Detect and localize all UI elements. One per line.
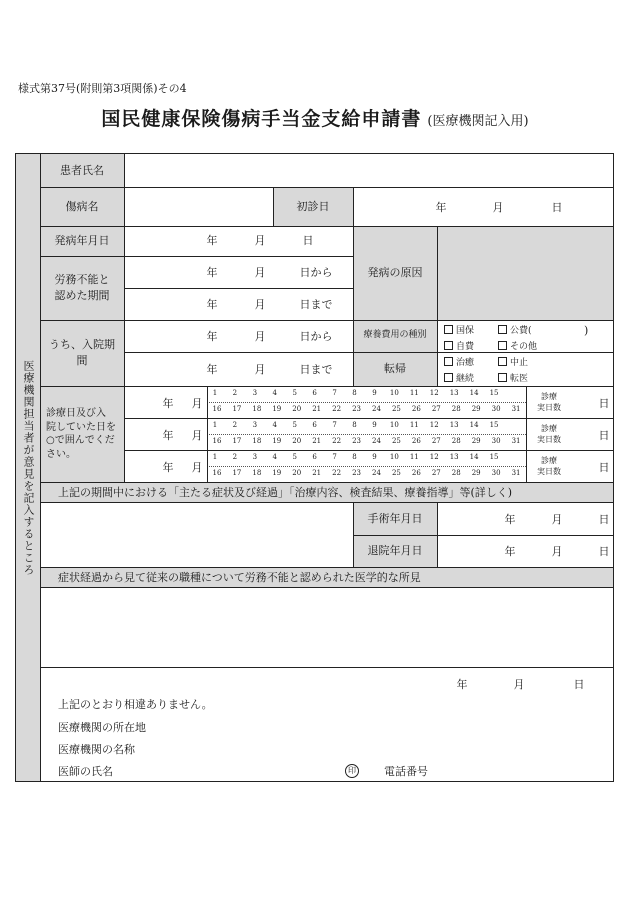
- calendar-year-3: 年: [162, 461, 174, 474]
- label-surgery-date: 手術年月日: [353, 502, 437, 535]
- calendar-day-21[interactable]: 21: [312, 405, 322, 413]
- calendar-day-13[interactable]: 13: [449, 453, 459, 461]
- first-visit-year: 年: [435, 201, 447, 214]
- calendar-day-26[interactable]: 26: [411, 437, 421, 445]
- calendar-day-19[interactable]: 19: [272, 437, 282, 445]
- calendar-day-24[interactable]: 24: [372, 437, 381, 445]
- calendar-day-6[interactable]: 6: [312, 389, 317, 397]
- label-onset-date: 発病年月日: [40, 226, 124, 256]
- calendar-day-9[interactable]: 9: [372, 453, 377, 461]
- option-continued-label: 継続: [456, 374, 475, 384]
- calendar-day-31[interactable]: 31: [511, 469, 521, 477]
- section2-heading: 症状経過から見て従来の職種について労務不能と認められた医学的な所見: [58, 571, 421, 584]
- form-title: [0, 104, 630, 131]
- incapacity-to-year: 年: [206, 298, 218, 311]
- calendar-day-22[interactable]: 22: [332, 469, 342, 477]
- calendar-day-18[interactable]: 18: [252, 405, 262, 413]
- calendar-day-22[interactable]: 22: [332, 437, 342, 445]
- calendar-day-27[interactable]: 27: [431, 405, 441, 413]
- option-public-box[interactable]: [498, 325, 507, 334]
- calendar-day-21[interactable]: 21: [312, 469, 322, 477]
- sidebar-label: 医療機関担当者が意見を記入するところ: [16, 154, 40, 781]
- seal-mark: 印: [345, 764, 359, 778]
- surgery-month: 月: [551, 513, 563, 526]
- phone-label: 電話番号: [384, 765, 428, 778]
- calendar-day-28[interactable]: 28: [451, 469, 461, 477]
- surgery-day: 日: [598, 513, 610, 526]
- calendar-day-6[interactable]: 6: [312, 453, 317, 461]
- calendar-day-7[interactable]: 7: [332, 421, 337, 429]
- calendar-day-15[interactable]: 15: [489, 389, 499, 397]
- calendar-day-12[interactable]: 12: [429, 453, 439, 461]
- discharge-year: 年: [504, 545, 516, 558]
- label-onset-cause: 発病の原因: [353, 226, 437, 320]
- first-visit-month: 月: [492, 201, 504, 214]
- label-patient-name: 患者氏名: [40, 154, 124, 187]
- onset-year: 年: [206, 234, 218, 247]
- option-cured[interactable]: [444, 357, 474, 368]
- section1-heading: 上記の期間中における「主たる症状及び経過」「治療内容、検査結果、療養指導」等(詳しく): [58, 486, 513, 499]
- calendar-day-27[interactable]: 27: [431, 437, 441, 445]
- calendar-day-5[interactable]: 5: [292, 389, 297, 397]
- option-national[interactable]: [444, 325, 474, 336]
- calendar-day-5[interactable]: 5: [292, 453, 297, 461]
- calendar-day-31[interactable]: 31: [511, 405, 521, 413]
- calendar-month-1: 月: [191, 397, 203, 410]
- calendar-day-17[interactable]: 17: [232, 437, 242, 445]
- calendar-day-24[interactable]: 24: [372, 469, 381, 477]
- calendar-day-29[interactable]: 29: [471, 469, 481, 477]
- calendar-day-17[interactable]: 17: [232, 405, 242, 413]
- calendar-day-10[interactable]: 10: [389, 453, 399, 461]
- incapacity-to-month: 月: [254, 298, 266, 311]
- hospital-to-month: 月: [254, 363, 266, 376]
- sign-day: 日: [573, 678, 585, 691]
- calendar-day-3[interactable]: 3: [252, 453, 258, 461]
- calendar-day-6[interactable]: 6: [312, 421, 317, 429]
- calendar-day-30[interactable]: 30: [491, 405, 501, 413]
- calendar-day-5[interactable]: 5: [292, 421, 297, 429]
- calendar-year-2: 年: [162, 429, 174, 442]
- calendar-day-25[interactable]: 25: [391, 437, 401, 445]
- treatment-days-unit-1: 日: [598, 397, 610, 410]
- calendar-day-23[interactable]: 23: [352, 437, 361, 445]
- hospital-from-year: 年: [206, 330, 218, 343]
- certification-text: 上記のとおり相違ありません。: [58, 698, 213, 711]
- calendar-year-1: 年: [162, 397, 174, 410]
- calendar-day-11[interactable]: 11: [409, 453, 419, 461]
- option-cured-label: 治癒: [456, 358, 475, 368]
- label-incapacity-period: 労務不能と 認めた期間: [40, 256, 124, 320]
- calendar-day-30[interactable]: 30: [491, 437, 501, 445]
- option-public-label: 公費(: [510, 326, 532, 336]
- calendar-day-8[interactable]: 8: [352, 389, 357, 397]
- calendar-day-12[interactable]: 12: [429, 389, 439, 397]
- calendar-day-28[interactable]: 28: [451, 405, 461, 413]
- calendar-day-28[interactable]: 28: [451, 437, 461, 445]
- calendar-day-1[interactable]: 1: [212, 389, 218, 397]
- option-national-box[interactable]: [444, 325, 453, 334]
- option-other[interactable]: [498, 341, 537, 352]
- sign-month: 月: [513, 678, 525, 691]
- calendar-day-31[interactable]: 31: [511, 437, 521, 445]
- doctor-name-label: 医師の氏名: [58, 765, 113, 778]
- calendar-day-9[interactable]: 9: [372, 389, 377, 397]
- calendar-day-8[interactable]: 8: [352, 421, 357, 429]
- label-first-visit: 初診日: [273, 187, 353, 226]
- treatment-days-label-1: 診療 実日数: [537, 392, 561, 412]
- discharge-day: 日: [598, 545, 610, 558]
- calendar-day-16[interactable]: 16: [212, 437, 222, 445]
- incapacity-from-year: 年: [206, 266, 218, 279]
- calendar-day-2[interactable]: 2: [232, 389, 238, 397]
- form-number: 様式第37号(附則第3項関係)その4: [18, 82, 187, 95]
- calendar-day-30[interactable]: 30: [491, 469, 501, 477]
- form-title-main: 国民健康保険傷病手当金支給申請書: [101, 108, 422, 130]
- calendar-day-1[interactable]: 1: [212, 453, 218, 461]
- calendar-day-2[interactable]: 2: [232, 453, 238, 461]
- clinic-address-label: 医療機関の所在地: [58, 721, 146, 734]
- clinic-name-label: 医療機関の名称: [58, 743, 135, 756]
- calendar-day-16[interactable]: 16: [212, 469, 222, 477]
- calendar-month-2: 月: [191, 429, 203, 442]
- onset-day: 日: [302, 234, 314, 247]
- calendar-day-20[interactable]: 20: [292, 405, 302, 413]
- calendar-day-4[interactable]: 4: [272, 421, 277, 429]
- sign-year: 年: [456, 678, 468, 691]
- first-visit-day: 日: [551, 201, 563, 214]
- calendar-day-29[interactable]: 29: [471, 437, 481, 445]
- calendar-day-18[interactable]: 18: [252, 469, 262, 477]
- discharge-month: 月: [551, 545, 563, 558]
- option-cured-box[interactable]: [444, 357, 453, 366]
- treatment-days-unit-2: 日: [598, 429, 610, 442]
- calendar-day-20[interactable]: 20: [292, 469, 302, 477]
- calendar-day-26[interactable]: 26: [411, 469, 421, 477]
- option-continued-box[interactable]: [444, 373, 453, 382]
- option-continued[interactable]: [444, 373, 474, 384]
- option-other-box[interactable]: [498, 341, 507, 350]
- option-public[interactable]: [498, 325, 532, 336]
- option-transferred-box[interactable]: [498, 373, 507, 382]
- calendar-month-3: 月: [191, 461, 203, 474]
- onset-cause-fill: [437, 226, 613, 320]
- option-self[interactable]: [444, 341, 474, 352]
- calendar-day-10[interactable]: 10: [389, 389, 399, 397]
- calendar-day-3[interactable]: 3: [252, 389, 258, 397]
- calendar-day-4[interactable]: 4: [272, 389, 277, 397]
- incapacity-from-month: 月: [254, 266, 266, 279]
- calendar-day-18[interactable]: 18: [252, 437, 262, 445]
- label-disease-name: 傷病名: [40, 187, 124, 226]
- label-cost-type: 療養費用の種別: [353, 320, 437, 352]
- form-title-sub: (医療機関記入用): [427, 114, 529, 129]
- calendar-day-7[interactable]: 7: [332, 389, 337, 397]
- label-visit-days: 診療日及び入 院していた日を ○で囲んでくだ さい。: [40, 386, 124, 482]
- calendar-day-13[interactable]: 13: [449, 421, 459, 429]
- calendar-day-3[interactable]: 3: [252, 421, 258, 429]
- calendar-day-15[interactable]: 15: [489, 453, 499, 461]
- option-public-close: ): [584, 324, 589, 337]
- calendar-day-12[interactable]: 12: [429, 421, 439, 429]
- calendar-day-26[interactable]: 26: [411, 405, 421, 413]
- surgery-year: 年: [504, 513, 516, 526]
- calendar-day-9[interactable]: 9: [372, 421, 377, 429]
- calendar-day-25[interactable]: 25: [391, 469, 401, 477]
- calendar-day-16[interactable]: 16: [212, 405, 222, 413]
- treatment-days-label-2: 診療 実日数: [537, 424, 561, 444]
- calendar-day-23[interactable]: 23: [352, 469, 361, 477]
- option-stopped-box[interactable]: [498, 357, 507, 366]
- label-discharge-date: 退院年月日: [353, 535, 437, 567]
- option-stopped-label: 中止: [510, 358, 529, 368]
- option-other-label: その他: [510, 342, 538, 352]
- treatment-days-label-3: 診療 実日数: [537, 456, 561, 476]
- option-self-box[interactable]: [444, 341, 453, 350]
- incapacity-from-day: 日から: [299, 266, 333, 279]
- calendar-day-15[interactable]: 15: [489, 421, 499, 429]
- hospital-to-day: 日まで: [299, 363, 333, 376]
- calendar-day-23[interactable]: 23: [352, 405, 361, 413]
- calendar-day-2[interactable]: 2: [232, 421, 238, 429]
- calendar-day-14[interactable]: 14: [469, 421, 479, 429]
- calendar-day-21[interactable]: 21: [312, 437, 322, 445]
- calendar-day-20[interactable]: 20: [292, 437, 302, 445]
- option-transferred-label: 転医: [510, 374, 529, 384]
- calendar-day-22[interactable]: 22: [332, 405, 342, 413]
- hospital-to-year: 年: [206, 363, 218, 376]
- calendar-day-8[interactable]: 8: [352, 453, 357, 461]
- calendar-day-27[interactable]: 27: [431, 469, 441, 477]
- calendar-day-1[interactable]: 1: [212, 421, 218, 429]
- incapacity-to-day: 日まで: [299, 298, 333, 311]
- hospital-from-day: 日から: [299, 330, 333, 343]
- calendar-day-7[interactable]: 7: [332, 453, 337, 461]
- calendar-day-24[interactable]: 24: [372, 405, 381, 413]
- calendar-day-4[interactable]: 4: [272, 453, 277, 461]
- option-transferred[interactable]: [498, 373, 528, 384]
- option-self-label: 自費: [456, 342, 475, 352]
- calendar-day-19[interactable]: 19: [272, 469, 282, 477]
- calendar-day-17[interactable]: 17: [232, 469, 242, 477]
- label-hospitalization-period: うち、入院期 間: [40, 320, 124, 386]
- calendar-day-19[interactable]: 19: [272, 405, 282, 413]
- calendar-day-11[interactable]: 11: [409, 421, 419, 429]
- option-national-label: 国保: [456, 326, 475, 336]
- label-outcome: 転帰: [353, 352, 437, 386]
- calendar-day-11[interactable]: 11: [409, 389, 419, 397]
- calendar-day-14[interactable]: 14: [469, 389, 479, 397]
- hospital-from-month: 月: [254, 330, 266, 343]
- treatment-days-unit-3: 日: [598, 461, 610, 474]
- option-stopped[interactable]: [498, 357, 528, 368]
- calendar-day-14[interactable]: 14: [469, 453, 479, 461]
- calendar-day-29[interactable]: 29: [471, 405, 481, 413]
- form-frame: [15, 153, 614, 782]
- calendar-day-13[interactable]: 13: [449, 389, 459, 397]
- calendar-day-25[interactable]: 25: [391, 405, 401, 413]
- calendar-day-10[interactable]: 10: [389, 421, 399, 429]
- onset-month: 月: [254, 234, 266, 247]
